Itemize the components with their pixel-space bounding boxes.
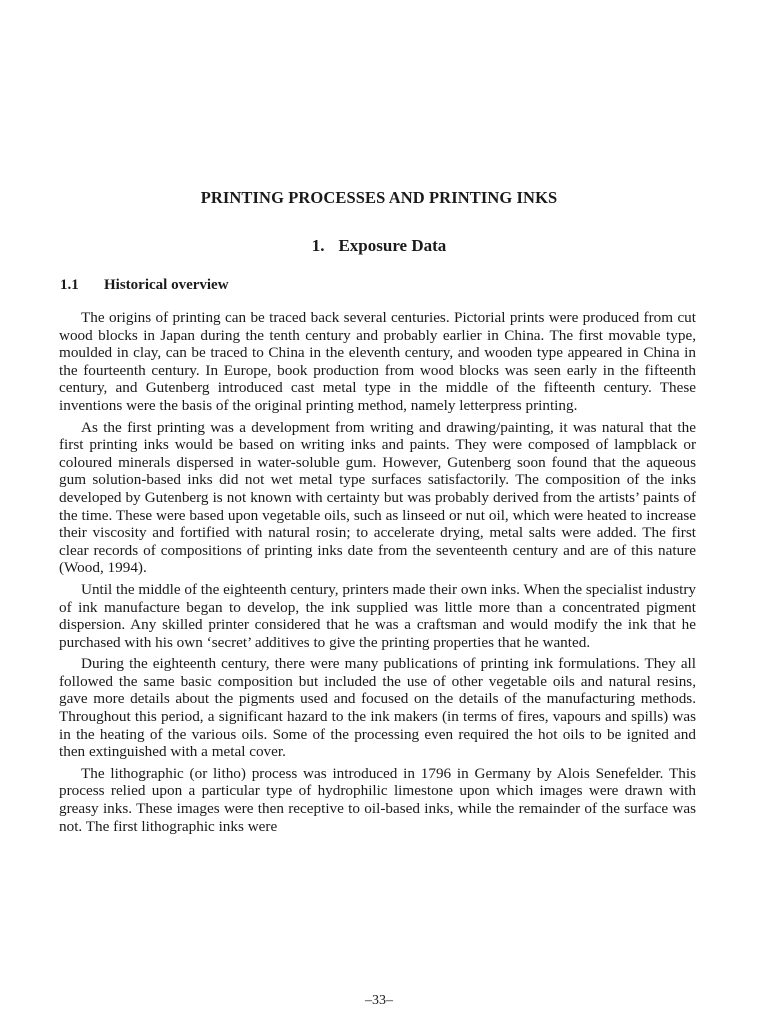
- paragraph-5: The lithographic (or litho) process was introduced in 1796 in Germany by Alois Senefelder. This process relied upon a particular type of hydrophilic limestone upon which images were drawn with greasy inks. These images were then receptive to oil-based inks, while the remainder of the surface was not. The first lithographic inks were: [59, 764, 696, 835]
- section-number: 1.: [311, 236, 325, 255]
- subsection-title: Historical overview: [104, 277, 229, 293]
- subsection-heading: [60, 277, 229, 294]
- paragraph-2: As the first printing was a development from writing and drawing/painting, it was natural that the first printing inks would be based on writing inks and paints. They were composed of lampblack or coloured minerals dispersed in water-soluble gum. However, Gutenberg soon found that the aqueous gum solution-based inks did not wet metal type surfaces satisfactorily. The composition of the inks developed by Gutenberg is not known with certainty but was probably derived from the artists’ paints of the time. These were based upon vegetable oils, such as linseed or nut oil, which were heated to increase their viscosity and fortified with natural rosin; to accelerate drying, metal salts were added. The first clear records of compositions of printing inks date from the seventeenth century and are of this nature (Wood, 1994).: [59, 418, 696, 577]
- section-title: Exposure Data: [338, 236, 447, 255]
- paragraph-4: During the eighteenth century, there were many publications of printing ink formulations. They all followed the same basic composition but included the use of other vegetable oils and natural resins, gave more details about the pigments used and focused on the details of the manufacturing methods. Throughout this period, a significant hazard to the ink makers (in terms of fires, vapours and spills) was in the heating of the various oils. Some of the processing even required the hot oils to be ignited and then extinguished with a metal cover.: [59, 655, 696, 761]
- paragraph-1: The origins of printing can be traced back several centuries. Pictorial prints were produced from cut wood blocks in Japan during the tenth century and probably earlier in China. The first movable type, moulded in clay, can be traced to China in the eleventh century, and wooden type appeared in China in the fourteenth century. In Europe, book production from wood blocks was seen early in the fifteenth century, and Gutenberg introduced cast metal type in the middle of the fifteenth century. These inventions were the basis of the original printing method, namely letterpress printing.: [59, 309, 696, 414]
- section-heading: [0, 236, 758, 256]
- page-number: –33–: [365, 993, 393, 1008]
- paragraph-3: Until the middle of the eighteenth century, printers made their own inks. When the specialist industry of ink manufacture began to develop, the ink supplied was little more than a concentrated pigment dispersion. Any skilled printer considered that he was a craftsman and would modify the ink that he purchased with his own ‘secret’ additives to give the printing properties that he wanted.: [59, 580, 696, 651]
- document-title: PRINTING PROCESSES AND PRINTING INKS: [200, 188, 558, 207]
- subsection-number: 1.1: [60, 277, 79, 293]
- body-text: [59, 309, 696, 839]
